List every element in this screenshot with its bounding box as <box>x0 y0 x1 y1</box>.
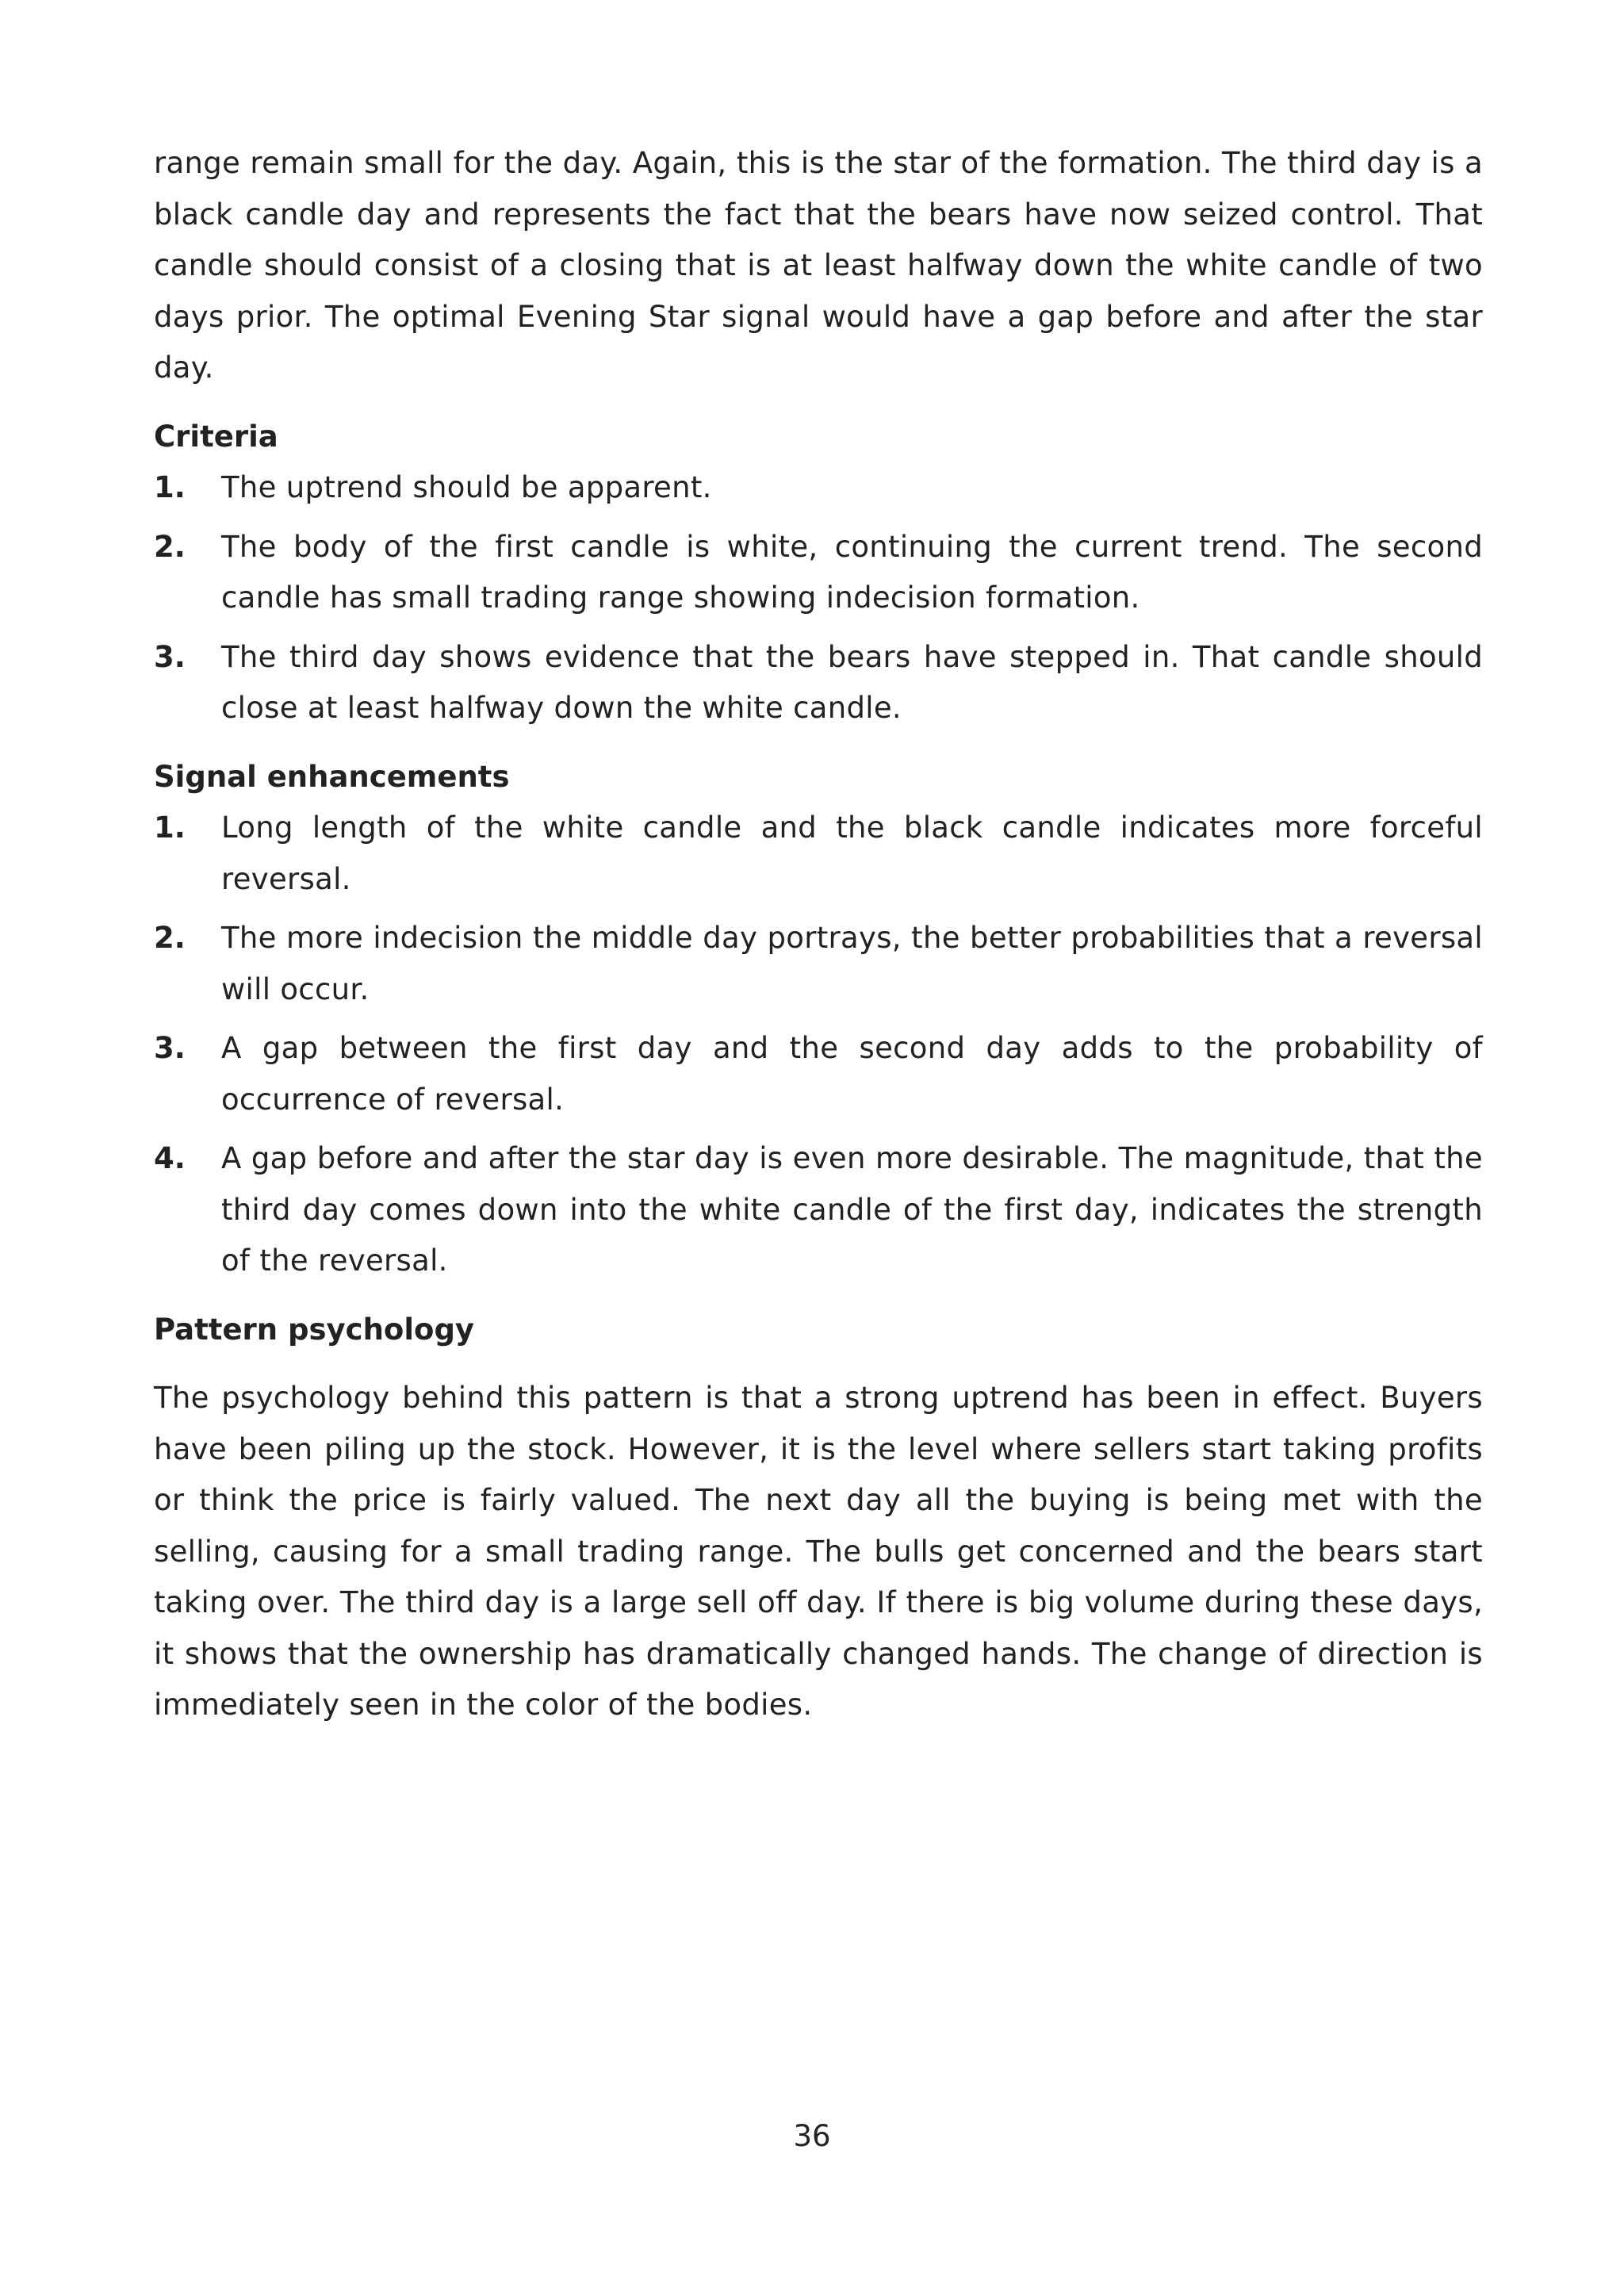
criteria-heading: Criteria <box>154 419 278 454</box>
list-text: The third day shows evidence that the bears have stepped in. That candle should close at least halfway down the white candle. <box>221 639 1483 725</box>
list-text: The more indecision the middle day portrays, the better probabilities that a reversal will occur. <box>221 921 1483 1006</box>
list-item <box>154 632 1483 734</box>
criteria-list <box>154 462 1483 734</box>
list-number: 4. <box>154 1141 186 1175</box>
signal-enhancements-heading: Signal enhancements <box>154 759 510 794</box>
pattern-psychology-heading: Pattern psychology <box>154 1312 475 1347</box>
list-number: 2. <box>154 921 186 955</box>
list-number: 1. <box>154 470 186 504</box>
list-text: A gap before and after the star day is even more desirable. The magnitude, that the third day comes down into the white candle of the first day, indicates the strength of the reversal. <box>221 1141 1483 1278</box>
list-number: 3. <box>154 639 186 674</box>
list-item <box>154 1133 1483 1287</box>
intro-paragraph: range remain small for the day. Again, this is the star of the formation. The third day is a black candle day and represents the fact that the bears have now seized control. That candle should consist of a closing that is at least halfway down the white candle of two days prior. The optimal Evening Star signal would have a gap before and after the star day. <box>154 146 1483 385</box>
list-text: The uptrend should be apparent. <box>221 470 712 504</box>
page-body <box>154 138 1483 1731</box>
list-item <box>154 1023 1483 1125</box>
list-number: 2. <box>154 529 186 564</box>
list-text: A gap between the first day and the second day adds to the probability of occurrence of reversal. <box>221 1031 1483 1117</box>
page-number: 36 <box>793 2119 831 2153</box>
list-item <box>154 803 1483 905</box>
list-item <box>154 522 1483 624</box>
list-number: 1. <box>154 811 186 845</box>
list-number: 3. <box>154 1031 186 1065</box>
signal-enhancements-list <box>154 803 1483 1287</box>
list-text: Long length of the white candle and the black candle indicates more forceful reversal. <box>221 811 1483 896</box>
list-item <box>154 462 1483 514</box>
psychology-paragraph: The psychology behind this pattern is that a strong uptrend has been in effect. Buyers have been piling up the stock. However, it is the level where sellers start taking profits or think the price is fairly valued. The next day all the buying is being met with the selling, causing for a small trading range. The bulls get concerned and the bears start taking over. The third day is a large sell off day. If there is big volume during these days, it shows that the ownership has dramatically changed hands. The change of direction is immediately seen in the color of the bodies. <box>154 1381 1483 1722</box>
list-item <box>154 913 1483 1015</box>
list-text: The body of the first candle is white, continuing the current trend. The second candle has small trading range showing indecision formation. <box>221 529 1483 615</box>
